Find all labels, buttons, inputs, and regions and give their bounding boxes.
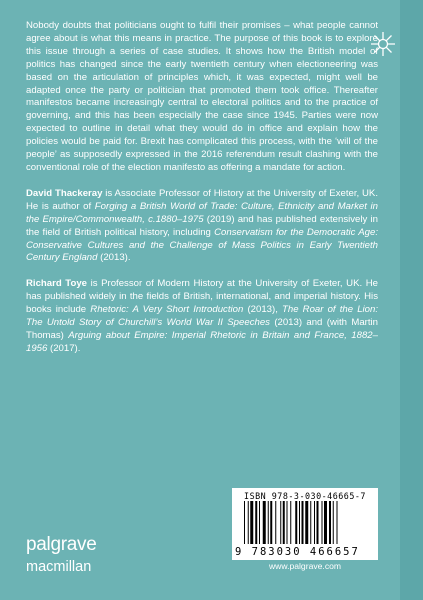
author-bio-1 — [26, 188, 378, 265]
barcode-bar — [310, 501, 311, 544]
bio-text: (2013) and (with Martin Thomas) — [26, 317, 378, 341]
barcode-bar — [299, 501, 300, 544]
bio-text: (2013), — [243, 304, 282, 316]
barcode-bar — [283, 501, 285, 544]
barcode-bar — [250, 501, 253, 544]
barcode-bar — [305, 501, 308, 544]
bio-text: (2019) and has published extensively in the field of British political history, including — [26, 213, 378, 238]
barcode-bar — [244, 501, 245, 544]
barcode-bar — [263, 501, 266, 544]
author-name: Richard Toye — [26, 278, 87, 290]
barcode-bar — [280, 501, 281, 544]
barcode-bar — [302, 501, 304, 544]
book-title: The Roar of the Lion: The Untold Story of Churchill’s World War II Speeches — [26, 304, 378, 329]
barcode-bar — [329, 501, 331, 544]
spine-edge — [400, 0, 423, 600]
bio-text: (2013). — [97, 252, 131, 264]
bio-text: is Professor of Modern History at the University of Exeter, UK. He has published widely in the fields of British, international, and imperial history. His books include — [26, 278, 378, 316]
barcode-bar — [287, 501, 288, 544]
book-title: Rhetoric: A Very Short Introduction — [90, 304, 244, 316]
publisher-logo-palgrave: palgrave — [26, 534, 97, 555]
barcode-bar — [259, 501, 260, 544]
barcode-bar — [290, 501, 291, 544]
barcode-bar — [295, 501, 297, 544]
barcode-bar — [317, 501, 319, 544]
barcode-bar — [324, 501, 327, 544]
barcode-graphic — [244, 501, 368, 544]
barcode-bar — [270, 501, 272, 544]
author-bio-2 — [26, 278, 378, 355]
isbn-barcode-box — [232, 488, 378, 560]
publisher-logo-macmillan: macmillan — [26, 559, 92, 575]
book-title: Arguing about Empire: Imperial Rhetoric in Britain and France, 1882–1956 — [26, 329, 378, 354]
barcode-bar — [322, 501, 323, 544]
bio-text: (2017). — [47, 342, 81, 354]
isbn-label: ISBN 978-3-030-46665-7 — [244, 491, 366, 501]
barcode-number: 9 783030 466657 — [235, 546, 360, 558]
barcode-bar — [333, 501, 334, 544]
barcode-bar — [314, 501, 315, 544]
barcode-bar — [268, 501, 269, 544]
book-title: Conservatism for the Democratic Age: Conservative Cultures and the Challenge of Mass Politics in Early Twentieth Century England — [26, 226, 378, 264]
bio-text: is Associate Professor of History at the University of Exeter, UK. He is author of — [26, 187, 378, 212]
barcode-bar — [337, 501, 338, 544]
book-blurb: Nobody doubts that politicians ought to fulfil their promises – what people cannot agree about is what this means in practice. The purpose of this book is to explore this issue through a series of case studies. It shows how the British model of politics has changed since the early twentieth century when electioneering was based on the articulation of principles which, it was expected, might well be adapted once the party or politician that promoted them took office. Thereafter manifestos became increasingly central to electoral politics and to the practice of governing, and this has been especially the case since 1945. Parties were now expected to outline in detail what they would do in office and explain how the policies would be paid for. Brexit has complicated this process, with the ‘will of the people’ as supposedly expressed in the 2016 referendum result clashing with the conventional role of the election manifesto as offering a mandate for action. — [26, 20, 378, 173]
book-title: Forging a British World of Trade: Culture, Ethnicity and Market in the Empire/Commonwealth, c.1880–1975 — [26, 200, 379, 225]
barcode-bar — [255, 501, 257, 544]
author-name: David Thackeray — [26, 187, 103, 199]
publisher-website[interactable]: www.palgrave.com — [268, 561, 342, 571]
barcode-bar — [248, 501, 249, 544]
barcode-bar — [275, 501, 276, 544]
back-cover-text — [26, 20, 378, 369]
